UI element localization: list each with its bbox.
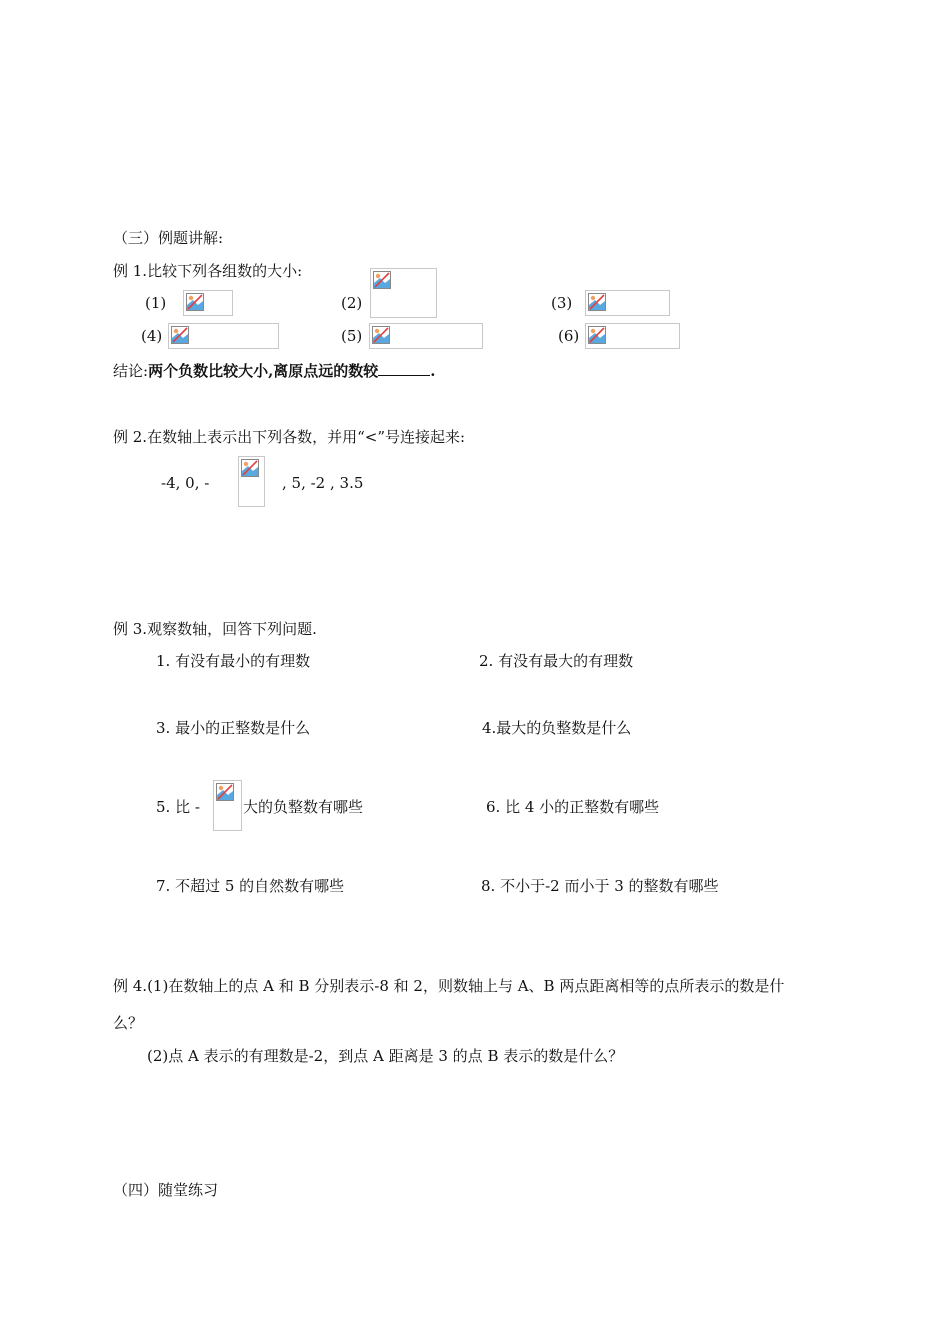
- ex1-label-5: (5): [341, 327, 363, 345]
- broken-image-icon: [213, 780, 242, 831]
- ex3-question-1: 1. 有没有最小的有理数: [156, 652, 311, 670]
- ex3-question-3: 3. 最小的正整数是什么: [156, 719, 311, 737]
- ex1-label-1: (1): [145, 294, 167, 312]
- example-2-title: 例 2.在数轴上表示出下列各数，并用“<”号连接起来:: [113, 428, 466, 446]
- ex1-label-2: (2): [341, 294, 363, 312]
- ex3-question-2: 2. 有没有最大的有理数: [479, 652, 634, 670]
- example-4-line-1: 例 4.(1)在数轴上的点 A 和 B 分别表示-8 和 2，则数轴上与 A、B 两点距离相等的点所表示的数是什: [113, 977, 785, 995]
- example-4-line-2: 么？: [113, 1014, 144, 1032]
- ex1-label-3: (3): [551, 294, 573, 312]
- ex3-question-5-suffix: 大的负整数有哪些: [243, 798, 364, 816]
- broken-image-icon: [369, 323, 483, 349]
- ex3-question-6: 6. 比 4 小的正整数有哪些: [486, 798, 660, 816]
- ex2-numbers-part1: -4, 0, -: [161, 474, 210, 492]
- ex2-numbers-part2: , 5, -2 , 3.5: [282, 474, 364, 492]
- broken-image-icon: [183, 290, 233, 316]
- example-4-line-3: (2)点 A 表示的有理数是-2，到点 A 距离是 3 的点 B 表示的数是什么？: [147, 1047, 624, 1065]
- section-heading-4: （四）随堂练习: [113, 1181, 219, 1199]
- conclusion: [113, 361, 436, 381]
- broken-image-icon: [370, 268, 437, 318]
- ex3-question-7: 7. 不超过 5 的自然数有哪些: [156, 877, 345, 895]
- ex3-question-5-prefix: 5. 比 -: [156, 798, 200, 816]
- ex3-question-4: 4.最大的负整数是什么: [482, 719, 632, 737]
- broken-image-icon: [585, 323, 680, 349]
- broken-image-icon: [585, 290, 670, 316]
- section-heading-3: （三）例题讲解:: [113, 229, 224, 247]
- example-3-title: 例 3.观察数轴，回答下列问题.: [113, 620, 317, 638]
- broken-image-icon: [168, 323, 279, 349]
- conclusion-text: 两个负数比较大小,离原点远的数较: [148, 362, 379, 380]
- ex1-label-4: (4): [141, 327, 163, 345]
- example-1-title: 例 1.比较下列各组数的大小:: [113, 262, 303, 280]
- answer-blank: [378, 361, 430, 376]
- conclusion-prefix: 结论:: [113, 362, 149, 380]
- ex3-question-8: 8. 不小于-2 而小于 3 的整数有哪些: [481, 877, 719, 895]
- broken-image-icon: [238, 456, 265, 507]
- ex1-label-6: (6): [558, 327, 580, 345]
- conclusion-end: .: [430, 362, 436, 380]
